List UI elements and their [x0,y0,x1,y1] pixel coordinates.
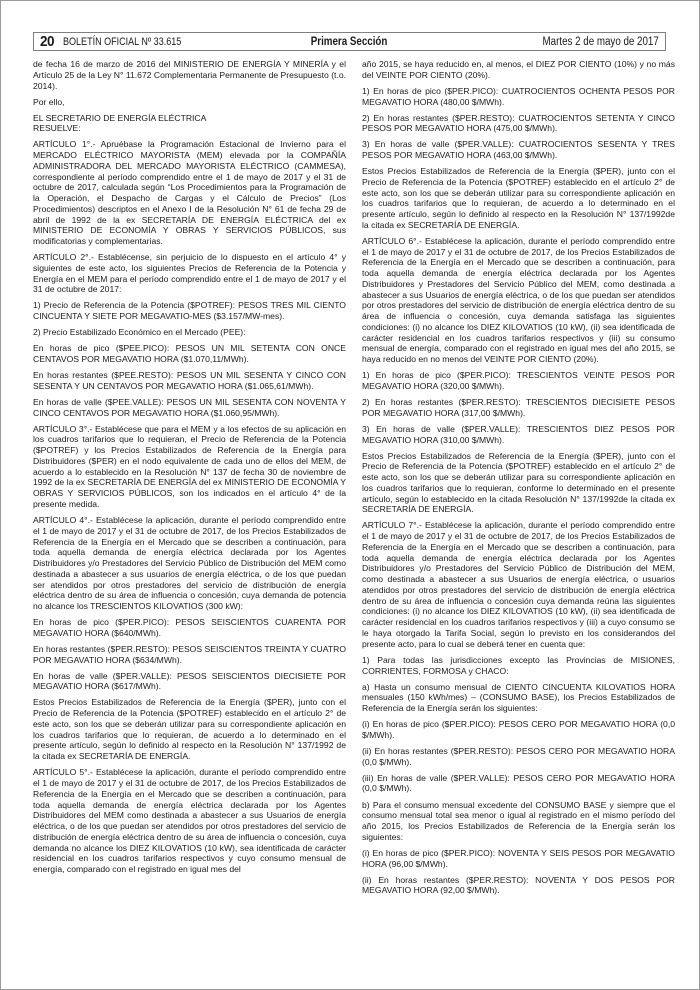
paragraph: (i) En horas de pico ($PER.PICO): NOVENTA Y SEIS PESOS POR MEGAVATIO HORA (96,00 $/MWh). [362,847,675,869]
paragraph: En horas de pico ($PER.PICO): PESOS SEISCIENTOS CUARENTA POR MEGAVATIO HORA ($640/MWh). [33,617,346,638]
paragraph: En horas de pico ($PEE.PICO): PESOS UN MIL SETENTA CON ONCE CENTAVOS POR MEGAVATIO HORA ($1.070,11/MWh). [33,343,346,365]
page-number: 20 [40,33,55,50]
article-7: ARTÍCULO 7°.- Establécese la aplicación, durante el período comprendido entre el 1 de mayo de 2017 y el 31 de octubre de 2017, de los Precios Estabilizados de Referencia de la Energía en el Mercado que se describen a continuación, para toda aquella demanda de energía eléctrica declarada por los Agentes Distribuidores y/o Prestadores del Servicio Público de Distribución del MEM, como destinada a abastecer a sus Usuarios de energía eléctrica, o usuarios atendidos por otros prestadores del servicio de distribución de energía eléctrica dentro de su área de influencia o concesión cuya demanda reúna las siguientes condiciones: (i) no alcance los DIEZ KILOVATIOS (10 kW), (ii) sea identificada de carácter residencial en los cuadros tarifarios respectivos y (iii) a cuyo consumo se le haya otorgado la Tarifa Social, según lo previsto en los considerandos del presente acto, para lo cual se deberá tener en cuenta que: [362,520,675,649]
paragraph: 1) En horas de pico ($PER.PICO): CUATROCIENTOS OCHENTA PESOS POR MEGAVATIO HORA (480,00 $/MWh). [362,85,675,107]
paragraph: (ii) En horas restantes ($PER.RESTO): PESOS CERO POR MEGAVATIO HORA (0,0 $/MWh). [362,745,675,767]
article-1: ARTÍCULO 1°.- Apruébase la Programación Estacional de Invierno para el MERCADO ELÉCTRICO MAYORISTA (MEM) elevada por la COMPAÑÍA ADMINISTRADORA DEL MERCADO MAYORISTA ELÉCTRICO (CAMMESA), correspondiente al período comprendido entre el 1 de mayo de 2017 y el 31 de octubre de 2017, calculada según “Los Procedimientos para la Programación de la Operación, el Despacho de Cargas y el Cálculo de Precios” (Los Procedimientos) descriptos en el Anexo I de la Resolución N° 61 de fecha 29 de abril de 1992 de la ex SECRETARÍA DE ENERGÍA ELÉCTRICA del ex MINISTERIO DE ECONOMÍA Y OBRAS Y SERVICIOS PÚBLICOS, sus modificatorias y complementarias. [33,139,346,247]
paragraph: En horas de valle ($PER.VALLE): PESOS SEISCIENTOS DIECISIETE POR MEGAVATIO HORA ($617/MWh). [33,670,346,692]
paragraph: 1) Para todas las jurisdicciones excepto las Provincias de MISIONES, CORRIENTES, FORMOSA y CHACO: [362,654,675,676]
paragraph: Por ello, [33,96,65,107]
article-4: ARTÍCULO 4°.- Establécese la aplicación, durante el período comprendido entre el 1 de mayo de 2017 y el 31 de octubre de 2017, de los Precios Estabilizados de Referencia de la Energía en el Mercado que se describen a continuación, para toda aquella demanda de energía eléctrica declarada por los Agentes Distribuidores y/o Prestadores del Servicio Público de Distribución del MEM como destinada a abastecer a sus usuarios de energía eléctrica, o de los que puedan ser atendidos por otros prestadores del servicio de distribución de energía eléctrica dentro de su área de influencia o concesión, cuya demanda de potencia no alcance los TRESCIENTOS KILOVATIOS (300 kW): [33,515,346,612]
paragraph: 1) En horas de pico ($PER.PICO): TRESCIENTOS VEINTE PESOS POR MEGAVATIO HORA (320,00 $/MWh). [362,370,675,392]
paragraph: En horas de valle ($PEE.VALLE): PESOS UN MIL SESENTA CON NOVENTA Y CINCO CENTAVOS POR MEGAVATIO HORA ($1.060,95/MWh). [33,396,346,418]
paragraph: Estos Precios Estabilizados de Referencia de la Energía ($PER), junto con el Precio de Referencia de la Potencia ($POTREF) establecido en el artículo 2° de este acto, son los que se deberán utilizar para su correspondiente aplicación en los cuadros tarifarios que lo requieran, de acuerdo a lo determinado en el presente artículo, según lo definido al respecto en la Resolución N° 137/1992de la citada ex SECRETARÍA DE ENERGÍA. [362,166,675,230]
paragraph: b) Para el consumo mensual excedente del CONSUMO BASE y siempre que el consumo mensual total sea menor o igual al registrado en el mismo período del año 2015, los Precios Estabilizados de Referencia de la Energía serán los siguientes: [362,799,675,842]
article-6: ARTÍCULO 6°.- Establécese la aplicación, durante el período comprendido entre el 1 de mayo de 2017 y el 31 de octubre de 2017, de los Precios Estabilizados de Referencia de la Energía en el Mercado que se describen a continuación, para toda aquella demanda de energía eléctrica declarada por los Agentes Distribuidores y Prestadores del Servicio Público del MEM, como destinada a abastecer a sus Usuarios de energía eléctrica, o de los que puedan ser atendidos por otros prestadores del servicio de distribución de energía eléctrica dentro de su área de influencia o concesión, cuya demanda satisfaga las siguientes condiciones: (i) no alcance los DIEZ KILOVATIOS (10 kW), (ii) sea identificada de carácter residencial en los cuadros tarifarios respectivos y (iii) su consumo mensual de energía, comparado con el registrado en igual mes del año 2015, se haya reducido en no menos del VEINTE POR CIENTO (20%). [362,235,675,365]
paragraph: 3) En horas de valle ($PER.VALLE): TRESCIENTOS DIEZ PESOS POR MEGAVATIO HORA (310,00 $/MWh). [362,423,675,445]
resolution-authority: EL SECRETARIO DE ENERGÍA ELÉCTRICA [33,112,207,123]
publication-date: Martes 2 de mayo de 2017 [542,35,659,48]
paragraph: En horas restantes ($PER.RESTO): PESOS SEISCIENTOS TREINTA Y CUATRO POR MEGAVATIO HORA ($634/MWh). [33,643,346,665]
paragraph: 2) Precio Estabilizado Económico en el Mercado (PEE): [33,327,246,338]
paragraph: 1) Precio de Referencia de la Potencia ($POTREF): PESOS TRES MIL CIENTO CINCUENTA Y SIETE POR MEGAVATIO-MES ($3.157/MW-mes). [33,300,346,322]
paragraph: año 2015, se haya reducido en, al menos, el DIEZ POR CIENTO (10%) y no más del VEINTE POR CIENTO (20%). [362,59,675,80]
page-header [33,32,666,51]
paragraph: 2) En horas restantes ($PER.RESTO): CUATROCIENTOS SETENTA Y CINCO PESOS POR MEGAVATIO HORA (475,00 $/MWh). [362,112,675,134]
article-5: ARTÍCULO 5°.- Establécese la aplicación, durante el período comprendido entre el 1 de mayo de 2017 y el 31 de octubre de 2017, de los Precios Estabilizados de Referencia de la Energía en el Mercado que se describen a continuación, para toda aquella demanda de energía eléctrica declarada por los Agentes Distribuidores del MEM como destinada a abastecer a sus Usuarios de energía eléctrica, o de los que puedan ser atendidos por otros prestadores del servicio de distribución de energía eléctrica dentro de su área de influencia o concesión, cuya demanda no alcance los DIEZ KILOVATIOS (10 kW), sea identificada de carácter residencial en los cuadros tarifarios respectivos y cuyo consumo mensual de energía, comparado con el registrado en igual mes del [33,767,346,874]
paragraph: 2) En horas restantes ($PER.RESTO): TRESCIENTOS DIECISIETE PESOS POR MEGAVATIO HORA (317,00 $/MWh). [362,397,675,418]
paragraph: a) Hasta un consumo mensual de CIENTO CINCUENTA KILOVATIOS HORA mensuales (150 kWh/mes) – (CONSUMO BASE), los Precios Estabilizados de Referencia de la Energía serán los siguientes: [362,681,675,714]
paragraph: (i) En horas de pico ($PER.PICO): PESOS CERO POR MEGAVATIO HORA (0,0 $/MWh). [362,719,675,740]
paragraph: Estos Precios Estabilizados de Referencia de la Energía ($PER), junto con el Precio de Referencia de la Potencia ($POTREF) establecido en el artículo 2° de este acto, son los que se deberán utilizar para su correspondiente aplicación en los cuadros tarifarios que lo requieran, conforme lo determinado en el presente artículo, según lo establecido en la citada Resolución N° 137/1992de la citada ex SECRETARÍA DE ENERGÍA. [362,450,675,515]
paragraph: 3) En horas de valle ($PER.VALLE): CUATROCIENTOS SESENTA Y TRES PESOS POR MEGAVATIO HORA (463,00 $/MWh). [362,139,675,161]
section-title: Primera Sección [311,35,388,48]
publication-title: BOLETÍN OFICIAL Nº 33.615 [62,35,181,48]
paragraph: (iii) En horas de valle ($PER.VALLE): PESOS CERO POR MEGAVATIO HORA (0,0 $/MWh). [362,772,675,794]
resolution-heading: RESUELVE: [33,123,81,134]
right-column [362,59,675,901]
paragraph: Estos Precios Estabilizados de Referencia de la Energía ($PER), junto con el Precio de Referencia de la Potencia ($POTREF) establecido en el artículo 2° de este acto, son los que se deberán utilizar para su correspondiente aplicación en los cuadros tarifarios que lo requieran, de acuerdo a lo determinado en el presente artículo, según lo definido al respecto en la Resolución N° 137/1992 de la citada ex SECRETARÍA DE ENERGÍA. [33,697,346,762]
paragraph: de fecha 16 de marzo de 2016 del MINISTERIO DE ENERGÍA Y MINERÍA y el Artículo 25 de la Ley N° 11.672 Complementaria Permanente de Presupuesto (t.o. 2014). [33,59,346,91]
article-2: ARTÍCULO 2°.- Establécense, sin perjuicio de lo dispuesto en el artículo 4° y siguientes de este acto, los siguientes Precios de Referencia de la Potencia y Energía en el MEM para el período comprendido entre el 1 de mayo de 2017 y el 31 de octubre de 2017: [33,252,346,295]
left-column [33,59,346,880]
paragraph: En horas restantes ($PEE.RESTO): PESOS UN MIL SESENTA Y CINCO CON SESENTA Y UN CENTAVOS POR MEGAVATIO HORA ($1.065,61/MWh). [33,370,346,391]
paragraph: (ii) En horas restantes ($PER.RESTO): NOVENTA Y DOS PESOS POR MEGAVATIO HORA (92,00 $/MWh). [362,874,675,896]
article-3: ARTÍCULO 3°.- Establécese que para el MEM y a los efectos de su aplicación en los cuadros tarifarios que lo requieran, el Precio de Referencia de la Potencia ($POTREF) y los Precios Estabilizados de Referencia de la Energía para Distribuidores ($PER) en el nodo equivalente de cada uno de ellos del MEM, de acuerdo a lo establecido en la Resolución N° 137 de fecha 30 de noviembre de 1992 de la ex SECRETARÍA DE ENERGÍA del ex MINISTERIO DE ECONOMÍA Y OBRAS Y SERVICIOS PÚBLICOS, son los indicados en el artículo 4° de la presente medida. [33,423,346,509]
